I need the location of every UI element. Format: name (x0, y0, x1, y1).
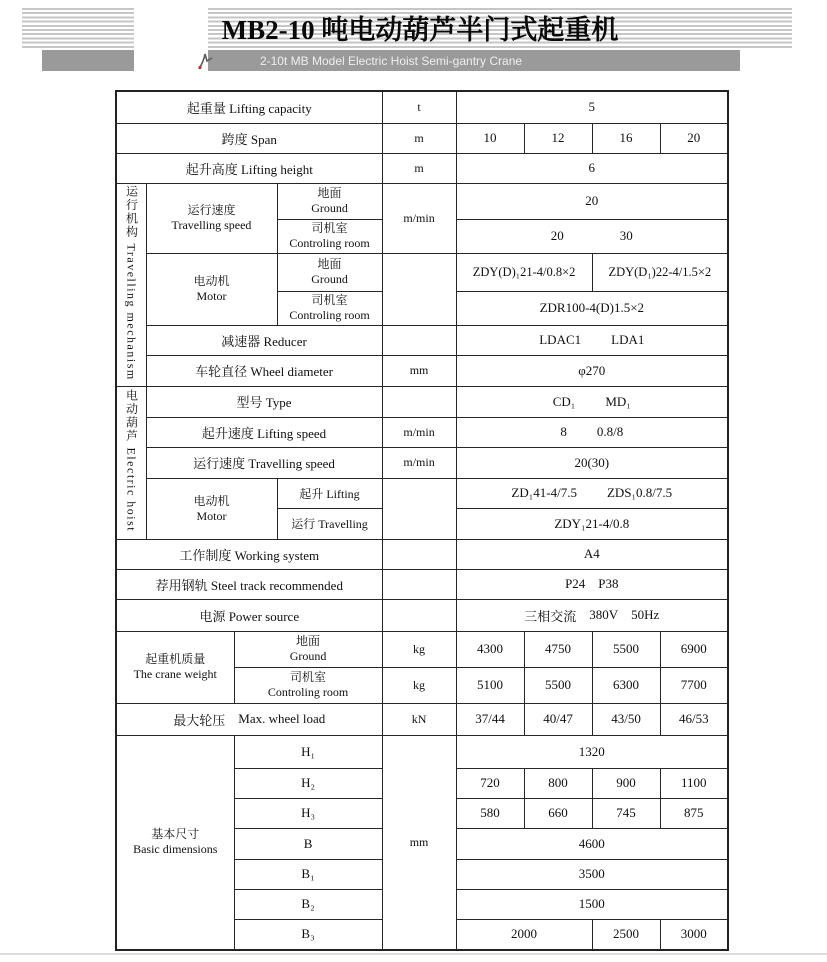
basic-dimensions-unit: mm (382, 735, 456, 950)
hoist-lifting-speed-unit: m/min (382, 417, 456, 447)
span-label: 跨度 Span (116, 123, 382, 153)
crane-weight-ground-label: 地面 Ground (234, 631, 382, 667)
basic-dimensions-label: 基本尺寸 Basic dimensions (116, 735, 234, 950)
dim-h3-value: 875 (660, 798, 728, 828)
hoist-motor-label: 电动机 Motor (146, 478, 277, 539)
reducer-unit (382, 325, 456, 355)
reducer-label: 减速器 Reducer (146, 325, 382, 355)
dim-b3-label: B₃ (234, 919, 382, 950)
lifting-capacity-value: 5 (456, 91, 728, 123)
group-electric-hoist (116, 386, 146, 539)
crane-weight-value: 4300 (456, 631, 524, 667)
hoist-motor-travelling-label: 运行 Travelling (277, 508, 382, 539)
dim-h2-value: 900 (592, 768, 660, 798)
page-subtitle: 2-10t MB Model Electric Hoist Semi-gantry Crane (259, 54, 523, 68)
mech-motor-unit (382, 253, 456, 325)
wheel-diameter-value: φ270 (456, 355, 728, 386)
crane-weight-value: 4750 (524, 631, 592, 667)
mech-speed-ground-value: 20 (456, 183, 728, 219)
page-bottom-edge (0, 953, 827, 955)
crane-weight-value: 6300 (592, 667, 660, 703)
group-travelling-mechanism (116, 183, 146, 386)
lifting-height-unit: m (382, 153, 456, 183)
dim-b3-value: 2000 (456, 919, 592, 950)
max-wheel-load-unit: kN (382, 703, 456, 735)
working-system-unit (382, 539, 456, 569)
mech-motor-ground-value: ZDY(D₁)22-4/1.5×2 (592, 253, 728, 291)
dim-h1-value: 1320 (456, 735, 728, 768)
dim-h1-label: H₁ (234, 735, 382, 768)
crane-weight-value: 7700 (660, 667, 728, 703)
hoist-motor-travelling-value: ZDY₁21-4/0.8 (456, 508, 728, 539)
lifting-capacity-unit: t (382, 91, 456, 123)
crane-weight-value: 5500 (592, 631, 660, 667)
dim-b1-value: 3500 (456, 859, 728, 889)
power-source-label: 电源 Power source (116, 599, 382, 631)
mech-motor-label: 电动机 Motor (146, 253, 277, 325)
hoist-travelling-speed-value: 20(30) (456, 447, 728, 478)
dim-b1-label: B₁ (234, 859, 382, 889)
power-source-value: 三相交流 380V 50Hz (456, 599, 728, 631)
max-wheel-load-value: 43/50 (592, 703, 660, 735)
hoist-lifting-speed-label: 起升速度 Lifting speed (146, 417, 382, 447)
crane-weight-ground-unit: kg (382, 631, 456, 667)
mech-speed-control-value: 20 30 (456, 219, 728, 253)
working-system-label: 工作制度 Working system (116, 539, 382, 569)
working-system-value: A4 (456, 539, 728, 569)
crane-weight-control-label: 司机室 Controling room (234, 667, 382, 703)
logo-mark-icon (194, 50, 216, 72)
dim-h2-label: H₂ (234, 768, 382, 798)
max-wheel-load-value: 40/47 (524, 703, 592, 735)
logo-box (134, 8, 208, 72)
mech-motor-ground-label: 地面 Ground (277, 253, 382, 291)
steel-track-value: P24 P38 (456, 569, 728, 599)
dim-h2-value: 1100 (660, 768, 728, 798)
span-value: 20 (660, 123, 728, 153)
dim-b2-value: 1500 (456, 889, 728, 919)
mech-motor-ground-value: ZDY(D)₁21-4/0.8×2 (456, 253, 592, 291)
wheel-diameter-unit: mm (382, 355, 456, 386)
hoist-motor-unit (382, 478, 456, 539)
max-wheel-load-value: 37/44 (456, 703, 524, 735)
hoist-travelling-speed-label: 运行速度 Travelling speed (146, 447, 382, 478)
hoist-type-unit (382, 386, 456, 417)
power-source-unit (382, 599, 456, 631)
dim-b3-value: 3000 (660, 919, 728, 950)
lifting-height-label: 起升高度 Lifting height (116, 153, 382, 183)
mech-speed-unit: m/min (382, 183, 456, 253)
lifting-capacity-label: 起重量 Lifting capacity (116, 91, 382, 123)
spec-table-wrap (115, 90, 729, 951)
hoist-type-label: 型号 Type (146, 386, 382, 417)
mech-motor-control-label: 司机室 Controling room (277, 291, 382, 325)
dim-b-label: B (234, 828, 382, 859)
mech-travelling-speed-label: 运行速度 Travelling speed (146, 183, 277, 253)
mech-speed-control-label: 司机室 Controling room (277, 219, 382, 253)
crane-weight-value: 5500 (524, 667, 592, 703)
wheel-diameter-label: 车轮直径 Wheel diameter (146, 355, 382, 386)
hoist-lifting-speed-value: 8 0.8/8 (456, 417, 728, 447)
dim-b3-value: 2500 (592, 919, 660, 950)
hoist-motor-lifting-value: ZD₁41-4/7.5 ZDS₁0.8/7.5 (456, 478, 728, 508)
span-value: 12 (524, 123, 592, 153)
crane-weight-label: 起重机质量 The crane weight (116, 631, 234, 703)
steel-track-label: 荐用钢轨 Steel track recommended (116, 569, 382, 599)
crane-weight-value: 6900 (660, 631, 728, 667)
reducer-value: LDAC1 LDA1 (456, 325, 728, 355)
spec-table (115, 90, 729, 951)
max-wheel-load-value: 46/53 (660, 703, 728, 735)
max-wheel-load-label: 最大轮压 Max. wheel load (116, 703, 382, 735)
span-value: 16 (592, 123, 660, 153)
dim-h2-value: 800 (524, 768, 592, 798)
hoist-travelling-speed-unit: m/min (382, 447, 456, 478)
dim-h3-value: 745 (592, 798, 660, 828)
group-electric-hoist-label: 电动葫芦 Electric hoist (124, 388, 139, 533)
span-unit: m (382, 123, 456, 153)
page-title: MB2-10 吨电动葫芦半门式起重机 (221, 15, 619, 45)
steel-track-unit (382, 569, 456, 599)
lifting-height-value: 6 (456, 153, 728, 183)
crane-weight-control-unit: kg (382, 667, 456, 703)
mech-motor-control-value: ZDR100-4(D)1.5×2 (456, 291, 728, 325)
dim-h3-value: 580 (456, 798, 524, 828)
dim-h3-label: H₃ (234, 798, 382, 828)
hoist-motor-lifting-label: 起升 Lifting (277, 478, 382, 508)
dim-b2-label: B₂ (234, 889, 382, 919)
dim-h3-value: 660 (524, 798, 592, 828)
span-value: 10 (456, 123, 524, 153)
hoist-type-value: CD₁ MD₁ (456, 386, 728, 417)
crane-weight-value: 5100 (456, 667, 524, 703)
dim-b-value: 4600 (456, 828, 728, 859)
mech-speed-ground-label: 地面 Ground (277, 183, 382, 219)
dim-h2-value: 720 (456, 768, 524, 798)
group-travelling-mechanism-label: 运行机构 Travelling mechanism (124, 184, 139, 381)
